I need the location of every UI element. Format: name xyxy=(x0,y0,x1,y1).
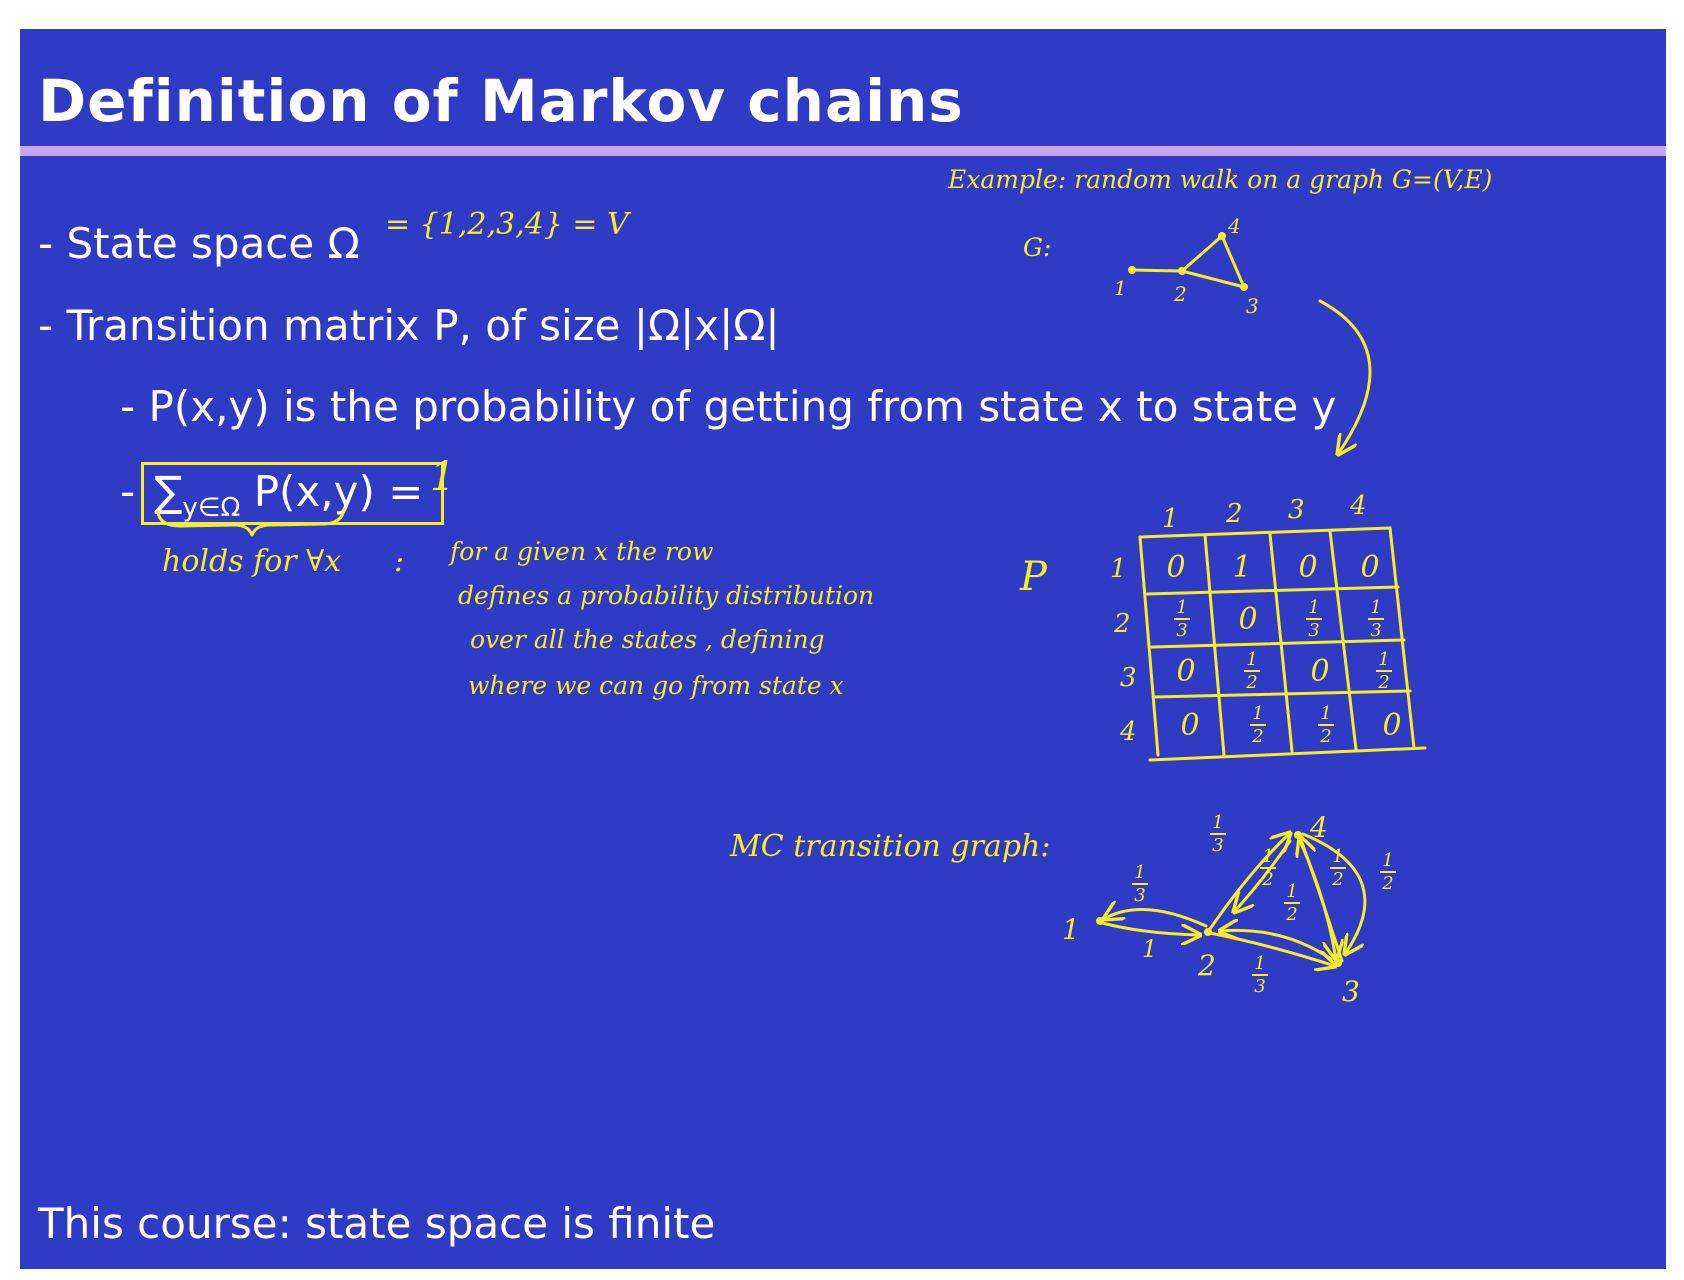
mc-edge-label-e32 xyxy=(1284,882,1300,924)
graph-node xyxy=(1218,232,1226,240)
fraction: $\frac{1}{3}$ xyxy=(1368,598,1384,640)
fraction: $\frac{1}{2}$ xyxy=(1284,882,1300,924)
row-note-line-4: where we can go from state x xyxy=(468,671,844,700)
matrix-col-header: 1 xyxy=(1162,504,1179,534)
holds-for-all-x: holds for ∀x xyxy=(162,544,342,579)
annotation-colon: : xyxy=(394,544,405,579)
graph-node xyxy=(1128,266,1136,274)
matrix-row-header: 4 xyxy=(1120,717,1137,747)
fraction: $\frac{1}{2}$ xyxy=(1244,650,1260,692)
mc-node-label: 2 xyxy=(1198,949,1216,982)
fraction: $\frac{1}{2}$ xyxy=(1250,704,1266,746)
example-caption: Example: random walk on a graph G=(V,E) xyxy=(948,165,1493,194)
mc-edge-label-e23 xyxy=(1252,954,1268,996)
fraction: $\frac{1}{3}$ xyxy=(1210,813,1226,855)
graph-node-label: 3 xyxy=(1246,294,1259,318)
mc-edge-label-e34 xyxy=(1380,851,1396,893)
row-sum-dash: - xyxy=(120,467,136,516)
fraction: $\frac{1}{2}$ xyxy=(1260,847,1276,889)
graph-node xyxy=(1178,267,1186,275)
mc-node xyxy=(1204,928,1212,936)
matrix-cell: 0 xyxy=(1176,653,1196,689)
bullet-probability-definition: - P(x,y) is the probability of getting from state x to state y xyxy=(120,382,1337,431)
example-graph-edges xyxy=(1132,236,1244,287)
fraction: $\frac{1}{3}$ xyxy=(1132,863,1148,905)
matrix-cell: 0 xyxy=(1298,549,1318,585)
state-space-text: - State space Ω xyxy=(38,219,360,268)
mc-node xyxy=(1294,831,1302,839)
matrix-col-header: 3 xyxy=(1288,495,1305,525)
matrix-cell: 1 xyxy=(1232,549,1252,585)
matrix-cell: 0 xyxy=(1166,549,1186,585)
graph-node-label: 4 xyxy=(1228,214,1241,238)
sum-symbol: ∑ xyxy=(154,467,183,516)
fraction: $\frac{1}{3}$ xyxy=(1174,598,1190,640)
graph-node-label: 1 xyxy=(1114,276,1127,300)
mc-edge-label-e24 xyxy=(1210,813,1226,855)
matrix-row-header: 3 xyxy=(1120,663,1137,693)
row-note-line-1: for a given x the row xyxy=(450,537,714,566)
fraction: $\frac{1}{2}$ xyxy=(1318,704,1334,746)
mc-node xyxy=(1334,959,1342,967)
mc-node-label: 1 xyxy=(1062,913,1080,946)
matrix-row-header: 2 xyxy=(1114,609,1131,639)
matrix-cell: 0 xyxy=(1238,601,1258,637)
row-note-line-3: over all the states , defining xyxy=(470,625,825,654)
graph-node xyxy=(1240,283,1248,291)
footer-note: This course: state space is finite xyxy=(38,1199,716,1248)
matrix-col-header: 2 xyxy=(1226,499,1243,529)
matrix-cell: 0 xyxy=(1382,707,1402,743)
sum-expression: P(x,y) = xyxy=(253,467,424,516)
slide-title: Definition of Markov chains xyxy=(38,67,964,135)
graph-node-label: 2 xyxy=(1174,282,1187,306)
row-sum-value: 1 xyxy=(430,454,456,500)
mc-edge-label-e21 xyxy=(1132,863,1148,905)
underbrace xyxy=(158,509,344,535)
bullet-transition-matrix: - Transition matrix P, of size |Ω|x|Ω| xyxy=(38,301,780,350)
mc-graph-caption: MC transition graph: xyxy=(730,829,1051,864)
matrix-grid xyxy=(1140,528,1425,760)
mc-node-label: 3 xyxy=(1342,975,1360,1008)
matrix-row-header: 1 xyxy=(1110,554,1127,584)
mc-edge-label-e43 xyxy=(1330,847,1346,889)
matrix-cell: 0 xyxy=(1310,653,1330,689)
fraction: $\frac{1}{2}$ xyxy=(1380,851,1396,893)
handwritten-drawings xyxy=(20,29,1666,1269)
fraction: $\frac{1}{3}$ xyxy=(1306,598,1322,640)
mc-node xyxy=(1096,917,1104,925)
slide xyxy=(20,29,1666,1269)
graph-g-label: G: xyxy=(1023,233,1052,262)
fraction: $\frac{1}{2}$ xyxy=(1376,650,1392,692)
arrow-to-matrix xyxy=(1320,301,1370,454)
matrix-col-header: 4 xyxy=(1350,491,1367,521)
mc-edge-label-1-to-2: 1 xyxy=(1142,935,1158,963)
matrix-cell: 0 xyxy=(1180,707,1200,743)
fraction: $\frac{1}{2}$ xyxy=(1330,847,1346,889)
matrix-name: P xyxy=(1020,554,1047,600)
matrix-cell: 0 xyxy=(1360,549,1380,585)
mc-node-label: 4 xyxy=(1310,811,1328,844)
state-space-annotation: = {1,2,3,4} = V xyxy=(385,207,629,242)
sum-subscript: y∈Ω xyxy=(182,493,241,523)
mc-edge-label-e42 xyxy=(1260,847,1276,889)
row-note-line-2: defines a probability distribution xyxy=(458,581,875,610)
fraction: $\frac{1}{3}$ xyxy=(1252,954,1268,996)
